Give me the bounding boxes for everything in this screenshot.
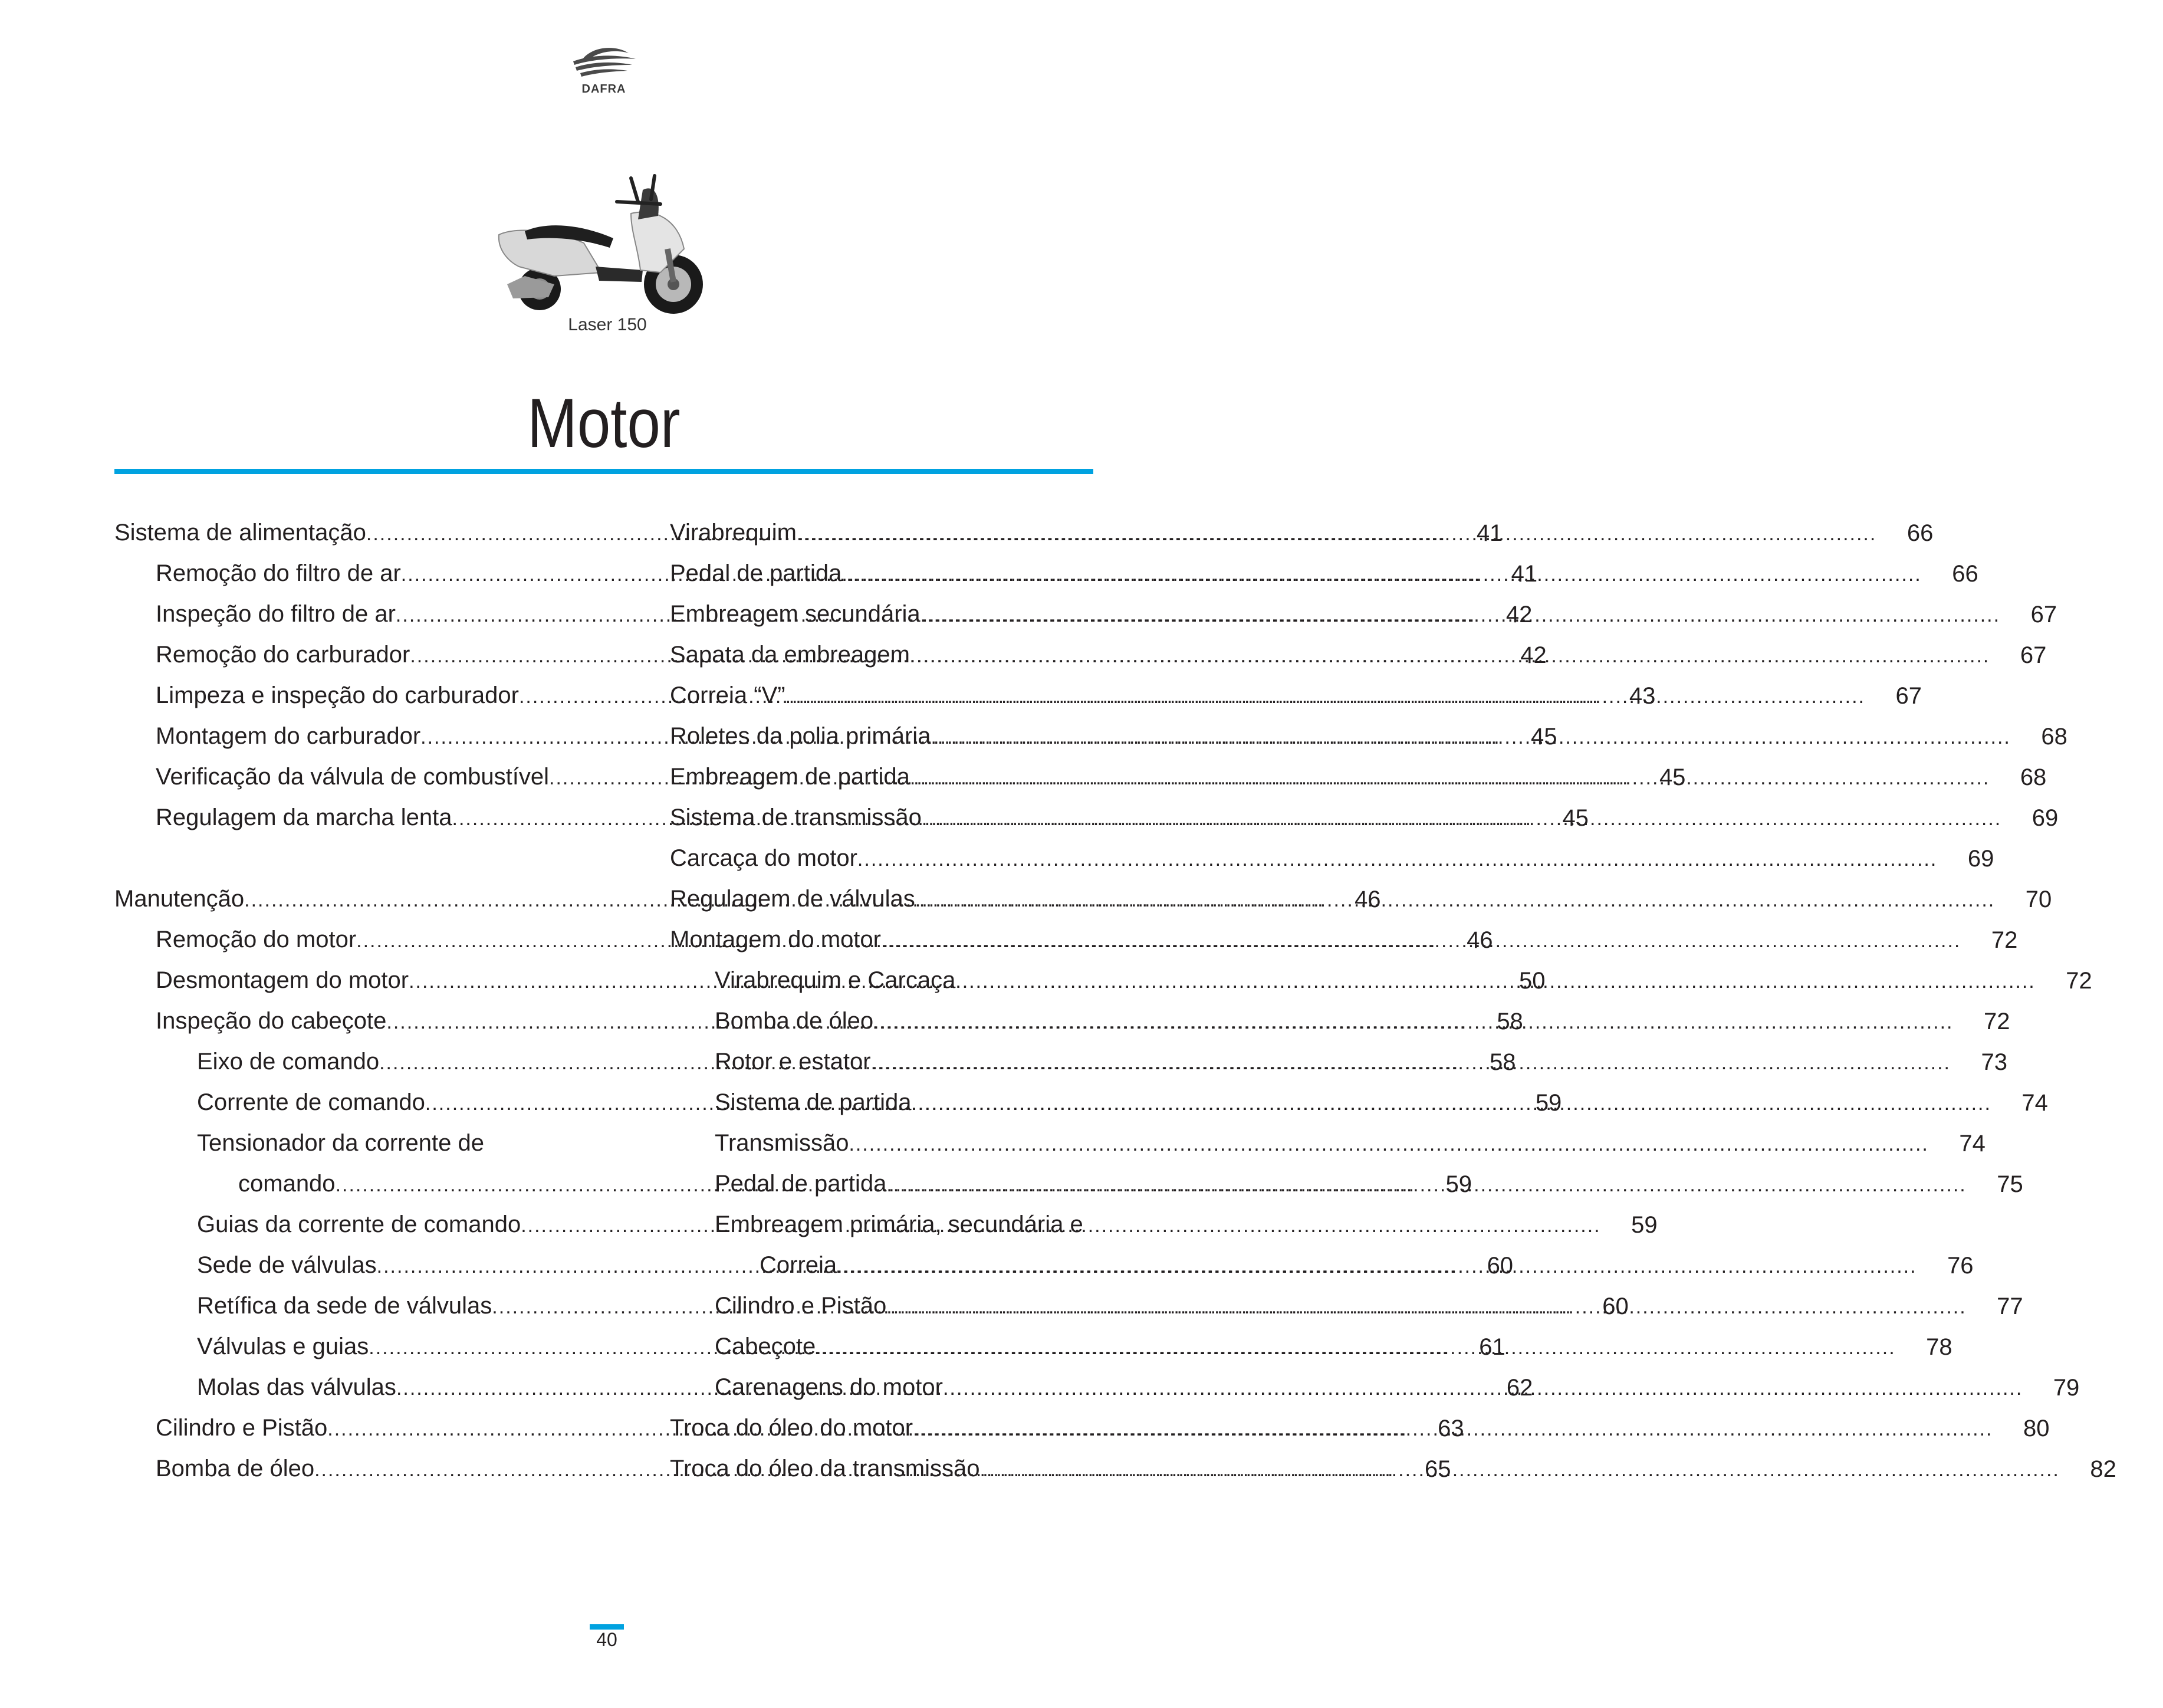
toc-leader-dots [849,1124,1928,1165]
toc-leader-dots [913,1409,1993,1450]
toc-leader-dots [912,1083,1991,1124]
toc-entry-label: Remoção do motor [156,927,357,952]
toc-entry-label: Carcaça do motor [670,845,857,871]
toc-entry-label: Guias da corrente de comando [197,1211,521,1237]
toc-entry-page: 50 [1519,968,1546,994]
toc-leader-dots [871,1043,1951,1083]
toc-entry-label: Troca do óleo da transmissão [670,1456,980,1482]
toc-entry-label: Transmissão [715,1130,849,1156]
toc-entry-page: 70 [2025,886,2052,912]
toc-entry-page: 80 [2023,1415,2050,1441]
toc-entry-page: 72 [2066,968,2092,994]
toc-entry-label: Embreagem secundária [670,601,921,627]
title-divider [114,469,1093,474]
toc-entry-page: 45 [1562,805,1589,831]
toc-entry-page: 67 [2030,602,2057,628]
toc-entry-page: 41 [1476,520,1503,546]
toc-entry-label: Correia “V” [670,682,785,708]
toc-entry-page: 45 [1659,764,1686,790]
toc-entry-label: Inspeção do filtro de ar [156,601,396,627]
toc-leader-dots [841,554,1921,595]
toc-entry-label: Cilindro e Pistão [156,1415,328,1441]
toc-leader-dots [921,595,2000,636]
toc-entry-page: 67 [2020,642,2047,668]
toc-entry-label: Válvulas e guias [197,1333,369,1359]
toc-entry-label: Troca do óleo do motor [670,1415,913,1441]
toc-leader-dots [922,799,2001,839]
toc-entry-page: 69 [2031,805,2059,831]
toc-leader-dots [816,1328,1895,1368]
toc-entry-label: Corrente de comando [197,1089,425,1115]
toc-entry-page: 59 [1631,1212,1658,1238]
toc-entry-label: Embreagem de partida [670,764,910,790]
toc-entry-page: 59 [1535,1090,1562,1116]
toc-entry-label: Virabrequim [670,520,797,546]
toc-entry-label: Manutenção [114,886,245,912]
toc-entry-page: 73 [1981,1049,2007,1075]
toc-entry-page: 41 [1511,561,1538,587]
toc-leader-dots [915,880,1995,921]
toc-entry-page: 46 [1355,886,1381,912]
toc-entry-page: 78 [1926,1334,1952,1360]
toc-entry-label: Retífica da sede de válvulas [197,1293,492,1319]
toc-leader-dots [881,921,1961,961]
toc-entry-label: Remoção do filtro de ar [156,560,401,586]
toc-entry-label: Embreagem primária, secundária e [715,1211,1083,1237]
toc-entry-label: Regulagem de válvulas [670,886,915,912]
toc-entry-label: Verificação da válvula de combustível [156,764,550,790]
toc-entry-page: 69 [1967,846,1994,872]
toc-leader-dots [837,1246,1917,1287]
toc-entry-page: 42 [1505,602,1533,628]
toc-entry-label: Limpeza e inspeção do carburador [156,682,519,708]
toc-entry-label: Regulagem da marcha lenta [156,804,452,830]
toc-entry-label: comando [238,1171,336,1197]
toc-entry [715,1124,1986,1164]
toc-entry-page: 82 [2090,1456,2116,1482]
toc-leader-dots [857,839,1937,880]
toc-entry-label: Correia [760,1252,837,1278]
toc-leader-dots [979,1450,2059,1490]
toc-entry-label: Tensionador da corrente de [197,1130,484,1156]
toc-entry-page: 58 [1490,1049,1516,1075]
toc-entry-label: Sapata da embreagem [670,642,910,668]
dafra-logo-icon [570,41,638,83]
toc-leader-dots [910,758,1990,799]
toc-entry-label: Desmontagem do motor [156,967,409,993]
toc-entry-label: Sistema de partida [715,1089,912,1115]
toc-leader-dots [873,1002,1953,1043]
toc-entry [715,1205,1083,1246]
toc-entry-page: 58 [1497,1009,1523,1034]
toc-entry [670,839,1994,879]
toc-leader-dots [910,636,1990,676]
toc-leader-dots [931,717,2010,758]
toc-entry-label: Cilindro e Pistão [715,1293,887,1319]
toc-entry-label: Sistema de transmissão [670,804,922,830]
toc-entry-page: 45 [1531,724,1557,750]
logo-text: DAFRA [581,83,626,96]
toc-entry-page: 76 [1947,1253,1974,1279]
page-number: 40 [596,1629,617,1650]
toc-entry-label: Cabeçote [715,1333,816,1359]
toc-entry-page: 72 [1991,927,2018,953]
toc-entry-page: 79 [2053,1375,2080,1401]
toc-entry-page: 60 [1487,1253,1514,1279]
dafra-logo [570,41,638,100]
toc-entry-page: 42 [1520,642,1547,668]
toc-entry-page: 62 [1506,1375,1533,1401]
toc-entry-page: 43 [1629,683,1656,709]
toc-entry-page: 66 [1906,520,1934,546]
toc-entry-page: 77 [1997,1293,2023,1319]
toc-entry-page: 75 [1997,1171,2023,1197]
toc-entry-label: Montagem do carburador [156,723,421,749]
scooter-photo [484,166,714,320]
toc-entry-label: Sede de válvulas [197,1252,377,1278]
toc-entry-label: Sistema de alimentação [114,520,366,546]
toc-entry-page: 65 [1425,1456,1451,1482]
model-caption: Laser 150 [568,315,647,334]
toc-entry-label: Eixo de comando [197,1049,380,1075]
toc-entry-label: Molas das válvulas [197,1374,396,1400]
toc-entry-page: 68 [2041,724,2067,750]
toc-entry-label: Pedal de partida [670,560,842,586]
toc-entry-label: Pedal de partida [715,1171,887,1197]
toc-entry-page: 74 [1959,1131,1986,1157]
toc-entry-label: Bomba de óleo [156,1456,315,1482]
toc-entry-page: 63 [1438,1415,1464,1441]
toc-entry-page: 74 [2021,1090,2048,1116]
toc-entry-label: Rotor e estator [715,1049,871,1075]
toc-entry-page: 59 [1445,1171,1472,1197]
toc-entry-page: 61 [1479,1334,1505,1360]
toc-entry-label: Bomba de óleo [715,1008,874,1034]
toc-entry-label: Remoção do carburador [156,642,410,668]
toc-entry-page: 60 [1602,1293,1629,1319]
toc-entry-page: 46 [1467,927,1493,953]
toc-leader-dots [943,1368,2023,1409]
toc-entry-label: Inspeção do cabeçote [156,1008,387,1034]
toc-leader-dots [886,1165,1966,1206]
toc-entry-page: 67 [1895,683,1922,709]
chapter-title: Motor [527,385,681,462]
toc-entry-page: 66 [1952,561,1978,587]
toc-entry-label: Virabrequim e Carcaça [715,967,956,993]
toc-entry-page: 72 [1984,1009,2010,1034]
toc-leader-dots [886,1287,1966,1328]
toc-entry-label: Roletes da polia primária [670,723,931,749]
toc-leader-dots [955,961,2035,1002]
toc-leader-dots [785,676,1865,717]
toc-entry [197,1124,568,1164]
toc-entry-page: 68 [2020,764,2047,790]
toc-leader-dots [797,514,1876,554]
toc-entry-label: Montagem do motor [670,927,881,952]
toc-entry-label: Carenagens do motor [715,1374,943,1400]
